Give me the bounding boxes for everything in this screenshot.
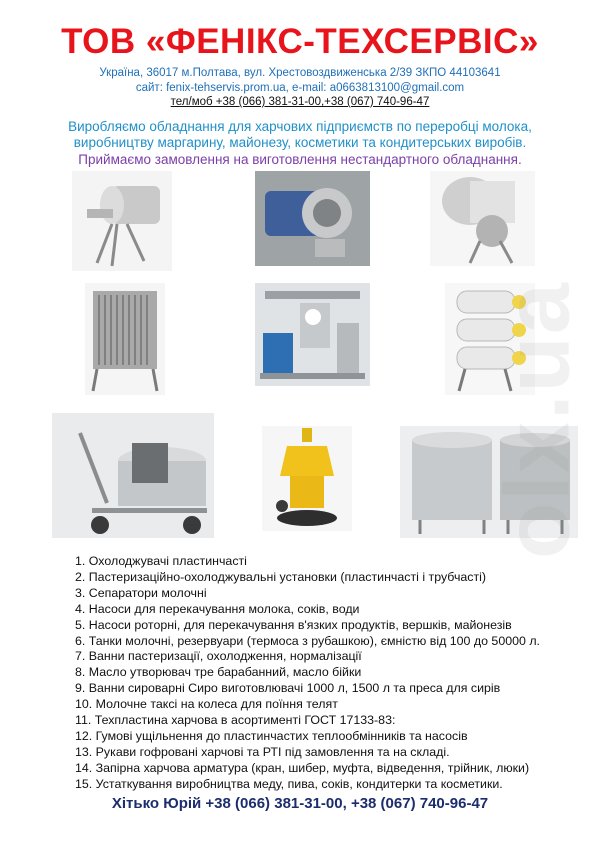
- list-item: 5. Насоси роторні, для перекачування в'язких продуктів, вершків, майонезів: [75, 617, 512, 632]
- pasteurization-unit-photo: [255, 283, 370, 386]
- company-phones: тел/моб +38 (066) 381-31-00,+38 (067) 740-96-47: [170, 96, 430, 108]
- tubular-heat-exchanger-photo: [445, 283, 535, 395]
- list-item: 10. Молочне таксі на колеса для поїння телят: [75, 697, 338, 712]
- contact-line: Хітько Юрій +38 (066) 381-31-00, +38 (067) 740-96-47: [111, 795, 489, 812]
- company-title: ТОВ «ФЕНІКС-ТЕХСЕРВІС»: [61, 22, 539, 61]
- intro-line-2: виробництву маргарину, майонезу, косметики та кондитерських виробів.: [73, 135, 527, 150]
- list-item: 3. Сепаратори молочні: [75, 585, 207, 600]
- list-item: 15. Устаткування виробництва меду, пива, соків, кондитерки та косметики.: [75, 776, 503, 791]
- milk-separator-photo: [262, 426, 352, 531]
- list-item: 13. Рукави гофровані харчові та РТІ під замовлення та на складі.: [75, 744, 450, 759]
- company-site-email: сайт: fenix-tehservis.prom.ua, e-mail: a0663813100@gmail.com: [135, 82, 465, 94]
- list-item: 2. Пастеризаційно-охолоджувальні установки (пластинчасті і трубчасті): [75, 569, 487, 584]
- pump-photo-3: [430, 171, 535, 266]
- list-item: 12. Гумові ущільнення до пластинчастих теплообмінників та насосів: [75, 728, 468, 743]
- intro-line-3: Приймаємо замовлення на виготовлення нестандартного обладнання.: [78, 152, 522, 167]
- list-item: 11. Техпластина харчова в асортименті ГОСТ 17133-83:: [75, 713, 396, 728]
- plate-heat-exchanger-photo: [85, 283, 165, 395]
- list-item: 8. Масло утворювач тре барабанний, масло бійки: [75, 665, 362, 680]
- intro-line-1: Виробляємо обладнання для харчових підприємств по переробці молока,: [68, 119, 532, 134]
- list-item: 9. Ванни сироварні Сиро виготовлювачі 1000 л, 1500 л та преса для сирів: [75, 681, 501, 696]
- list-item: 4. Насоси для перекачування молока, соків, води: [75, 601, 360, 616]
- list-item: 7. Ванни пастеризації, охолодження, нормалізації: [75, 649, 362, 664]
- list-item: 1. Охолоджувачі пластинчасті: [75, 554, 247, 568]
- list-item: 14. Запірна харчова арматура (кран, шибер, муфта, відведення, трійник, люки): [75, 760, 530, 775]
- milk-tanks-photo: [400, 426, 578, 538]
- pump-photo-2: [255, 171, 370, 266]
- milk-taxi-photo: [52, 413, 214, 538]
- company-address: Україна, 36017 м.Полтава, вул. Хрестовоздвиженська 2/39 ЗКПО 44103641: [99, 67, 501, 79]
- list-item: 6. Танки молочні, резервуари (термоса з рубашкою), ємністю від 100 до 50000 л.: [75, 633, 541, 648]
- product-list: [75, 554, 540, 793]
- pump-photo-1: [72, 171, 172, 271]
- watermark-text: olx.ua: [486, 281, 589, 559]
